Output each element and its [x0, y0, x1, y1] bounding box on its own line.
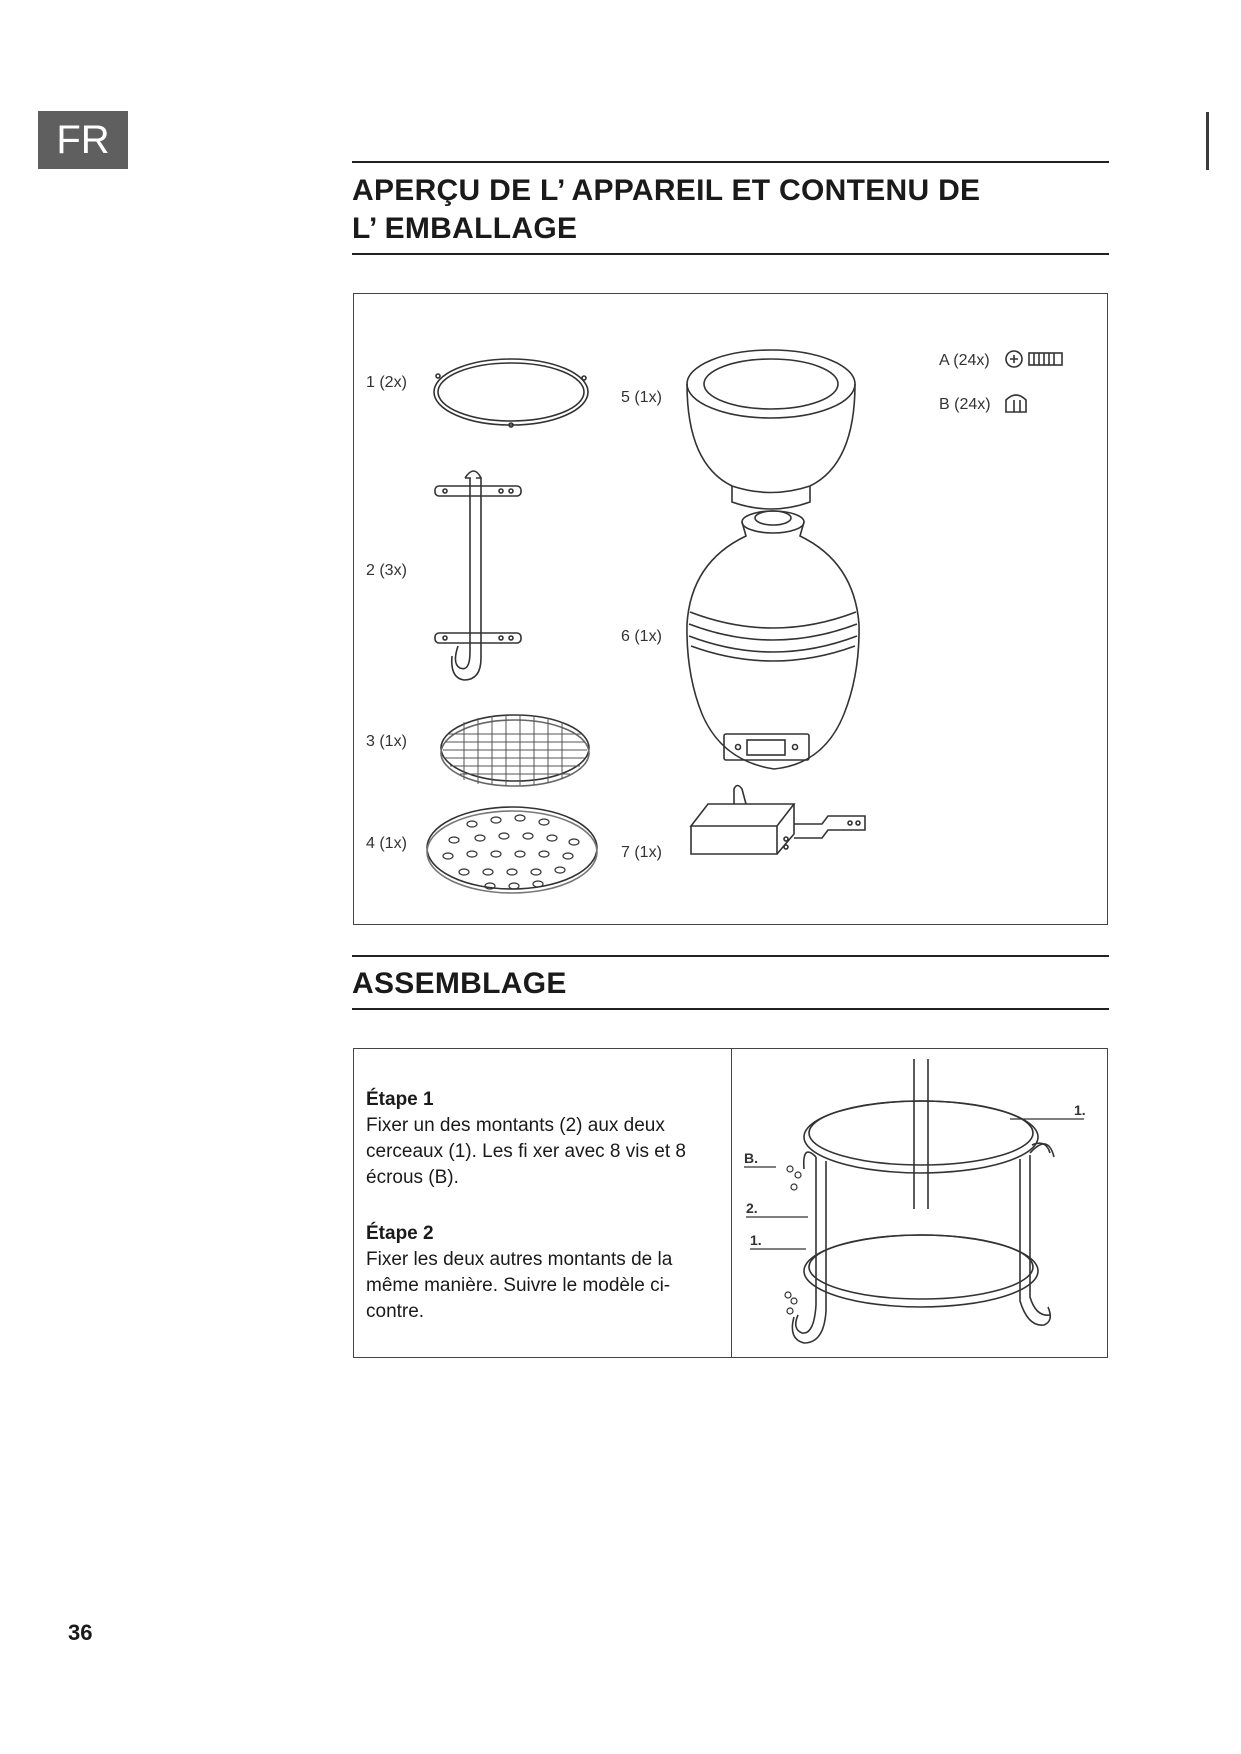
step-2-line-3: contre. [366, 1301, 425, 1322]
overview-title [352, 172, 1109, 248]
title-rule-bottom [352, 253, 1109, 255]
figure-label-nut: B. [744, 1150, 758, 1166]
title-rule-top [352, 161, 1109, 163]
screw-part [1006, 351, 1062, 367]
part-label-1: 1 (2x) [366, 374, 407, 391]
assembly-table [353, 1048, 1108, 1358]
figure-label-leg: 2. [746, 1200, 758, 1216]
part-label-6: 6 (1x) [621, 628, 662, 645]
part-label-4: 4 (1x) [366, 835, 407, 852]
page-number: 36 [68, 1620, 93, 1645]
part-label-a: A (24x) [939, 352, 990, 369]
kamado-body-part [687, 511, 859, 769]
step-1 [366, 1087, 711, 1191]
assembly-instructions [354, 1049, 732, 1357]
fire-bowl-part [687, 350, 855, 509]
overview-title-line2: L’ EMBALLAGE [352, 212, 578, 245]
parts-overview-figure [353, 293, 1108, 925]
part-label-5: 5 (1x) [621, 389, 662, 406]
leg-part [435, 471, 521, 680]
nut-part [1006, 395, 1026, 412]
assembly-rule-top [352, 955, 1109, 957]
step-1-line-2: cerceaux (1). Les fi xer avec 8 vis et 8 [366, 1141, 686, 1162]
step-2-line-2: même manière. Suivre le modèle ci- [366, 1275, 671, 1296]
part-label-7: 7 (1x) [621, 844, 662, 861]
stand-assembly-illustration [732, 1049, 1107, 1357]
assembly-title: ASSEMBLAGE [352, 967, 567, 1000]
part-label-2: 2 (3x) [366, 562, 407, 579]
part-label-b: B (24x) [939, 396, 991, 413]
ring-part [434, 359, 588, 427]
step-2 [366, 1221, 711, 1325]
margin-mark [1206, 112, 1209, 170]
figure-label-ring-bottom: 1. [750, 1232, 762, 1248]
parts-illustration [354, 294, 1107, 924]
perforated-plate-part [427, 807, 597, 893]
side-bracket-part [691, 786, 865, 855]
overview-title-line1: APERÇU DE L’ APPAREIL ET CONTENU DE [352, 174, 981, 207]
language-tab: FR [38, 111, 128, 169]
figure-label-ring-top: 1. [1074, 1102, 1086, 1118]
step-1-line-1: Fixer un des montants (2) aux deux [366, 1115, 665, 1136]
part-label-3: 3 (1x) [366, 733, 407, 750]
step-1-line-3: écrous (B). [366, 1167, 459, 1188]
assembly-rule-bottom [352, 1008, 1109, 1010]
grill-grate-part [441, 715, 589, 786]
assembly-figure [732, 1049, 1107, 1357]
step-2-line-1: Fixer les deux autres montants de la [366, 1249, 673, 1270]
step-2-title: Étape 2 [366, 1223, 434, 1244]
step-1-title: Étape 1 [366, 1089, 434, 1110]
